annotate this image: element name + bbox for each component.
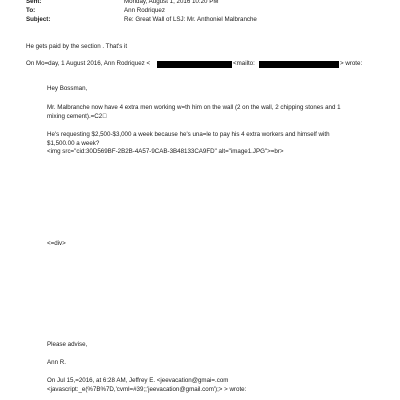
reply-line: He gets paid by the section . That's it xyxy=(26,43,128,50)
sent-label: Sent: xyxy=(26,0,42,5)
previous-message-line-2: <javascript:_e(%7B%7D,'cvml=#39;;'jeevacation@gmail.com');> > wrote: xyxy=(47,386,247,393)
advise-line: Please advise, xyxy=(47,341,88,348)
sent-value: Monday, August 1, 2016 10:20 PM xyxy=(124,0,219,5)
paragraph-2-line-1: He's requesting $2,500-$3,000 a week because he's una=le to pay his 4 extra workers and himself with xyxy=(47,131,330,138)
greeting: Hey Bossman, xyxy=(47,85,88,92)
redaction-bar-name xyxy=(157,61,232,68)
quote-intro-start: On Mo=day, 1 August 2016, Ann Rodriquez < xyxy=(26,60,151,67)
quote-intro-mailto: <mailto: xyxy=(233,60,255,67)
image-tag-line: <img src="cid:30D569BF-2B2B-4A57-9CAB-3B48133CA9FD" alt="image1.JPG">=br> xyxy=(47,148,284,155)
previous-message-line-1: On Jul 15,=2016, at 6:28 AM, Jeffrey E. <jeevacation@gmai=.com xyxy=(47,377,229,384)
paragraph-1-line-1: Mr. Malbranche now have 4 extra men working w=th him on the wall (2 on the wall, 2 chipping stones and 1 xyxy=(47,104,341,111)
signoff: Ann R. xyxy=(47,359,66,366)
paragraph-1-line-2: mixing cement).=C2  xyxy=(47,113,107,120)
subject-value: Re: Great Wall of LSJ: Mr. Anthoniel Malbranche xyxy=(124,16,257,23)
to-label: To: xyxy=(26,7,36,14)
div-tag: <=div> xyxy=(47,240,66,247)
to-value: Ann Rodriquez xyxy=(124,7,165,14)
redaction-bar-email xyxy=(259,61,339,68)
subject-label: Subject: xyxy=(26,16,51,23)
paragraph-2-line-2: $1,500.00 a week? xyxy=(47,140,100,147)
quote-intro-wrote: > wrote: xyxy=(340,60,363,67)
